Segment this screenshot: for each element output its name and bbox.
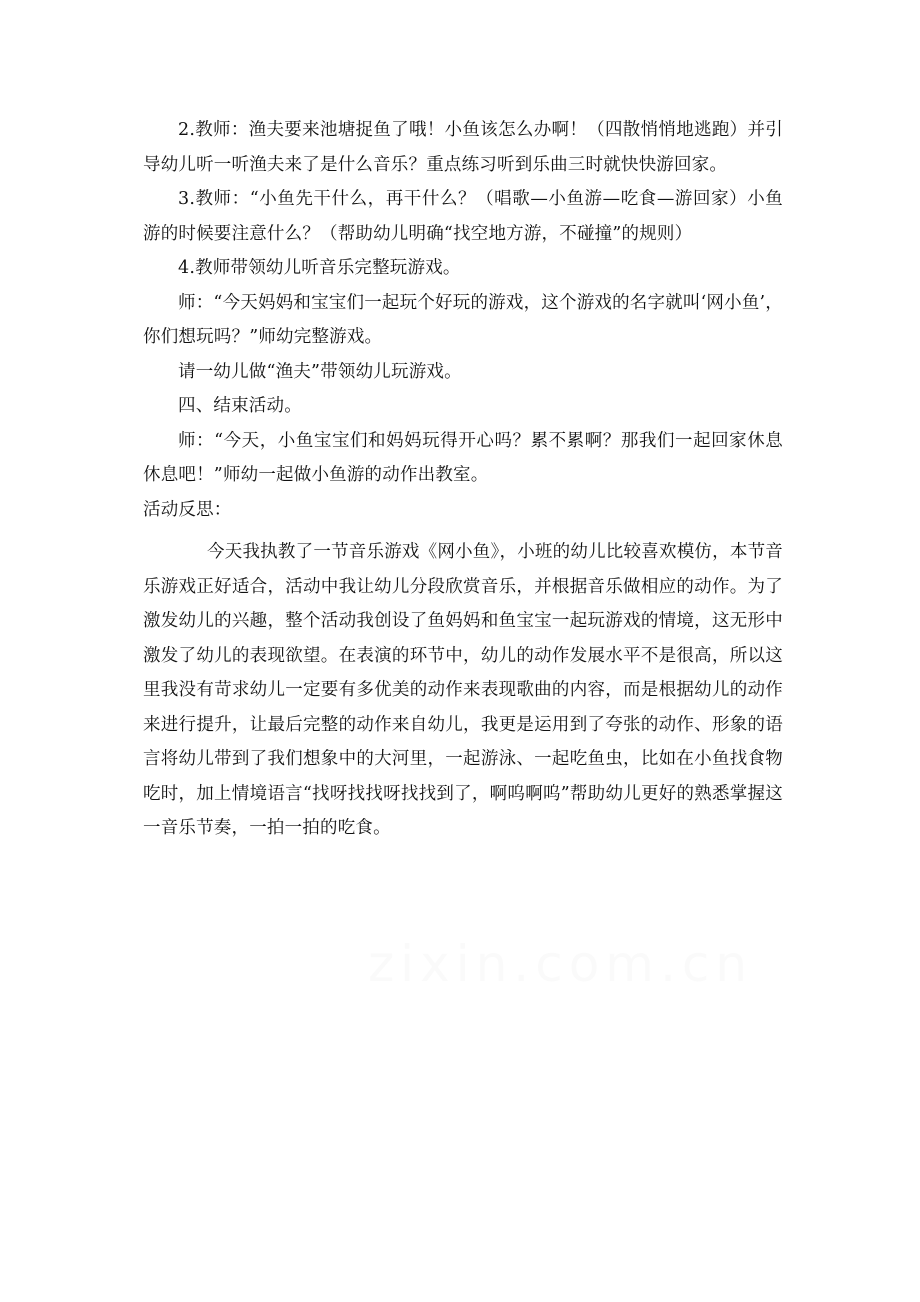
reflection-heading: 活动反思：: [143, 499, 232, 520]
watermark: zixin.com.cn: [368, 935, 754, 993]
paragraph-step-3: 3.教师：“小鱼先干什么，再干什么？（唱歌—小鱼游—吃食—游回家）小鱼游的时候要注意什么？（帮助幼儿明确“找空地方游，不碰撞”的规则）: [143, 189, 783, 244]
paragraph-closing-dialogue: 师：“今天，小鱼宝宝们和妈妈玩得开心吗？累不累啊？那我们一起回家休息休息吧！”师幼一起做小鱼游的动作出教室。: [143, 430, 783, 485]
section-heading-end-activity: 四、结束活动。: [178, 396, 302, 416]
paragraph-fisherman-role: 请一幼儿做“渔夫”带领幼儿玩游戏。: [178, 361, 462, 382]
document-body: [143, 113, 783, 846]
reflection-paragraph: 今天我执教了一节音乐游戏《网小鱼》，小班的幼儿比较喜欢模仿，本节音乐游戏正好适合，活动中我让幼儿分段欣赏音乐，并根据音乐做相应的动作。为了激发幼儿的兴趣，整个活动我创设了鱼妈妈和鱼宝宝一起玩游戏的情境，这无形中激发了幼儿的表现欲望。在表演的环节中，幼儿的动作发展水平不是很高，所以这里我没有苛求幼儿一定要有多优美的动作来表现歌曲的内容，而是根据幼儿的动作来进行提升，让最后完整的动作来自幼儿，我更是运用到了夸张的动作、形象的语言将幼儿带到了我们想象中的大河里，一起游泳、一起吃鱼虫，比如在小鱼找食物吃时，加上情境语言“找呀找找呀找找到了，啊呜啊呜”帮助幼儿更好的熟悉掌握这一音乐节奏，一拍一拍的吃食。: [143, 542, 783, 838]
paragraph-step-2: 2.教师：渔夫要来池塘捉鱼了哦！小鱼该怎么办啊！（四散悄悄地逃跑）并引导幼儿听一听渔夫来了是什么音乐？重点练习听到乐曲三时就快快游回家。: [143, 120, 783, 175]
paragraph-step-4: 4.教师带领幼儿听音乐完整玩游戏。: [178, 258, 461, 278]
paragraph-teacher-intro-game: 师：“今天妈妈和宝宝们一起玩个好玩的游戏，这个游戏的名字就叫‘网小鱼’，你们想玩吗？”师幼完整游戏。: [143, 292, 783, 347]
